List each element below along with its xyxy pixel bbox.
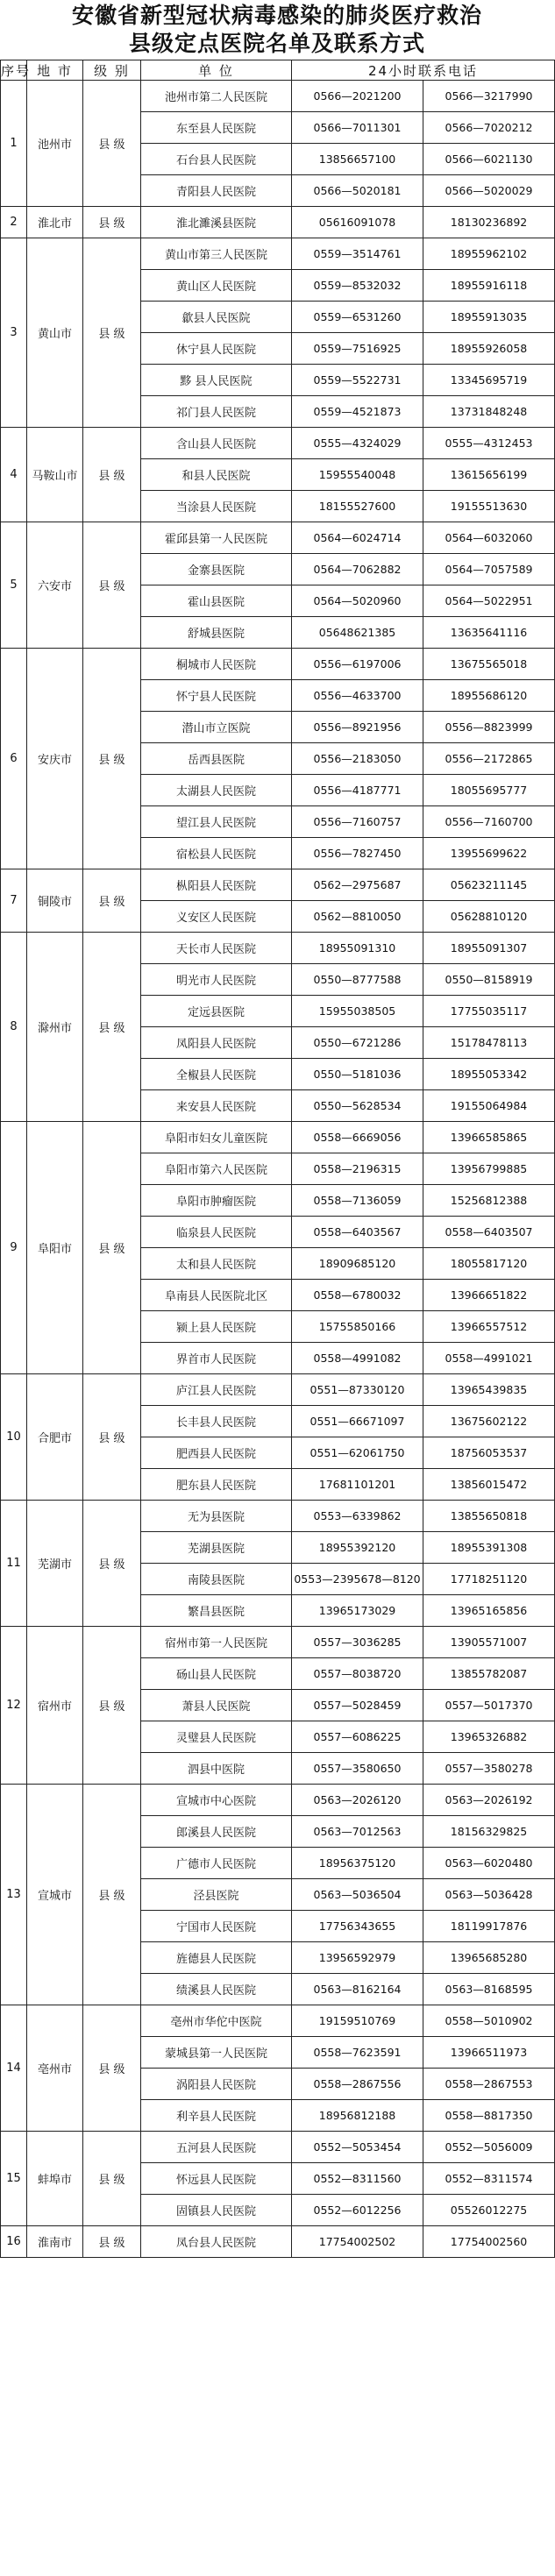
hospital-name: 颍上县人民医院 xyxy=(141,1311,292,1343)
hospital-name: 定远县医院 xyxy=(141,996,292,1027)
phone-secondary: 18156329825 xyxy=(423,1816,555,1848)
phone-secondary: 13635641116 xyxy=(423,617,555,649)
phone-secondary: 18955391308 xyxy=(423,1532,555,1564)
header-row xyxy=(1,60,555,81)
hospital-name: 宿松县人民医院 xyxy=(141,838,292,869)
phone-primary: 0564—5020960 xyxy=(292,585,423,617)
phone-primary: 0563—5036504 xyxy=(292,1879,423,1911)
group-level: 县 级 xyxy=(83,869,141,933)
phone-primary: 15955038505 xyxy=(292,996,423,1027)
hospital-name: 含山县人民医院 xyxy=(141,428,292,459)
phone-primary: 0550—6721286 xyxy=(292,1027,423,1059)
hospital-name: 义安区人民医院 xyxy=(141,901,292,933)
phone-secondary: 18055695777 xyxy=(423,775,555,806)
group-city: 宿州市 xyxy=(27,1627,83,1785)
group-level: 县 级 xyxy=(83,522,141,649)
hospital-name: 霍山县医院 xyxy=(141,585,292,617)
header-phone: 24小时联系电话 xyxy=(292,60,555,81)
phone-secondary: 13615656199 xyxy=(423,459,555,491)
table-row xyxy=(1,81,555,112)
phone-primary: 0559—3514761 xyxy=(292,238,423,270)
phone-primary: 0558—2867556 xyxy=(292,2069,423,2100)
title-line-1: 安徽省新型冠状病毒感染的肺炎医疗救治 xyxy=(71,3,482,28)
title-line-2: 县级定点医院名单及联系方式 xyxy=(128,31,425,56)
header-unit: 单 位 xyxy=(141,60,292,81)
phone-primary: 0557—8038720 xyxy=(292,1658,423,1690)
phone-secondary: 18119917876 xyxy=(423,1911,555,1942)
phone-secondary: 0552—8311574 xyxy=(423,2163,555,2195)
phone-primary: 0563—7012563 xyxy=(292,1816,423,1848)
hospital-name: 肥西县人民医院 xyxy=(141,1437,292,1469)
phone-primary: 18956375120 xyxy=(292,1848,423,1879)
group-level: 县 级 xyxy=(83,1501,141,1627)
group-city: 黄山市 xyxy=(27,238,83,428)
group-city: 蚌埠市 xyxy=(27,2132,83,2226)
phone-primary: 0553—2395678—8120 xyxy=(292,1564,423,1595)
group-level: 县 级 xyxy=(83,2132,141,2226)
phone-primary: 13856657100 xyxy=(292,144,423,175)
phone-secondary: 17754002560 xyxy=(423,2226,555,2258)
phone-primary: 0551—66671097 xyxy=(292,1406,423,1437)
phone-secondary: 0566—7020212 xyxy=(423,112,555,144)
hospital-name: 黟 县人民医院 xyxy=(141,365,292,396)
hospital-name: 怀远县人民医院 xyxy=(141,2163,292,2195)
group-city: 安庆市 xyxy=(27,649,83,869)
phone-primary: 0552—5053454 xyxy=(292,2132,423,2163)
hospital-name: 泾县医院 xyxy=(141,1879,292,1911)
hospital-name: 灵璧县人民医院 xyxy=(141,1721,292,1753)
phone-secondary: 18955926058 xyxy=(423,333,555,365)
phone-primary: 0562—8810050 xyxy=(292,901,423,933)
phone-primary: 0558—2196315 xyxy=(292,1153,423,1185)
hospital-name: 霍邱县第一人民医院 xyxy=(141,522,292,554)
hospital-name: 休宁县人民医院 xyxy=(141,333,292,365)
table-row xyxy=(1,2005,555,2037)
phone-secondary: 13966511973 xyxy=(423,2037,555,2069)
phone-primary: 18956812188 xyxy=(292,2100,423,2132)
phone-secondary: 0564—6032060 xyxy=(423,522,555,554)
phone-primary: 18155527600 xyxy=(292,491,423,522)
hospital-name: 池州市第二人民医院 xyxy=(141,81,292,112)
group-city: 六安市 xyxy=(27,522,83,649)
table-row xyxy=(1,869,555,901)
phone-secondary: 0556—7160700 xyxy=(423,806,555,838)
group-city: 阜阳市 xyxy=(27,1122,83,1374)
table-row xyxy=(1,933,555,964)
phone-secondary: 18130236892 xyxy=(423,207,555,238)
hospital-name: 宿州市第一人民医院 xyxy=(141,1627,292,1658)
group-index: 14 xyxy=(1,2005,27,2132)
phone-secondary: 0556—2172865 xyxy=(423,743,555,775)
phone-primary: 0557—3580650 xyxy=(292,1753,423,1785)
hospital-name: 南陵县医院 xyxy=(141,1564,292,1595)
group-level: 县 级 xyxy=(83,2005,141,2132)
phone-secondary: 15178478113 xyxy=(423,1027,555,1059)
hospital-name: 怀宁县人民医院 xyxy=(141,680,292,712)
group-index: 9 xyxy=(1,1122,27,1374)
phone-secondary: 13956799885 xyxy=(423,1153,555,1185)
phone-secondary: 05628810120 xyxy=(423,901,555,933)
group-index: 1 xyxy=(1,81,27,207)
phone-primary: 05616091078 xyxy=(292,207,423,238)
phone-primary: 15755850166 xyxy=(292,1311,423,1343)
phone-secondary: 18955686120 xyxy=(423,680,555,712)
table-row xyxy=(1,649,555,680)
phone-secondary: 13675602122 xyxy=(423,1406,555,1437)
phone-primary: 0551—62061750 xyxy=(292,1437,423,1469)
group-index: 15 xyxy=(1,2132,27,2226)
phone-secondary: 0566—6021130 xyxy=(423,144,555,175)
hospital-name: 舒城县医院 xyxy=(141,617,292,649)
group-city: 亳州市 xyxy=(27,2005,83,2132)
phone-secondary: 05623211145 xyxy=(423,869,555,901)
hospital-name: 无为县医院 xyxy=(141,1501,292,1532)
hospital-name: 当涂县人民医院 xyxy=(141,491,292,522)
phone-primary: 0559—7516925 xyxy=(292,333,423,365)
phone-primary: 0550—8777588 xyxy=(292,964,423,996)
hospital-name: 和县人民医院 xyxy=(141,459,292,491)
table-row xyxy=(1,238,555,270)
hospital-name: 泗县中医院 xyxy=(141,1753,292,1785)
phone-primary: 0558—6669056 xyxy=(292,1122,423,1153)
phone-primary: 0563—2026120 xyxy=(292,1785,423,1816)
hospital-name: 砀山县人民医院 xyxy=(141,1658,292,1690)
hospital-name: 长丰县人民医院 xyxy=(141,1406,292,1437)
phone-secondary: 13675565018 xyxy=(423,649,555,680)
group-level: 县 级 xyxy=(83,2226,141,2258)
phone-primary: 13956592979 xyxy=(292,1942,423,1974)
group-index: 2 xyxy=(1,207,27,238)
hospital-name: 郎溪县人民医院 xyxy=(141,1816,292,1848)
hospital-table xyxy=(0,60,555,2258)
hospital-name: 黄山区人民医院 xyxy=(141,270,292,302)
group-index: 8 xyxy=(1,933,27,1122)
hospital-name: 祁门县人民医院 xyxy=(141,396,292,428)
phone-primary: 0558—7623591 xyxy=(292,2037,423,2069)
group-level: 县 级 xyxy=(83,933,141,1122)
phone-primary: 0558—4991082 xyxy=(292,1343,423,1374)
phone-secondary: 18955913035 xyxy=(423,302,555,333)
group-city: 合肥市 xyxy=(27,1374,83,1501)
phone-primary: 0556—7827450 xyxy=(292,838,423,869)
phone-primary: 0553—6339862 xyxy=(292,1501,423,1532)
group-city: 宣城市 xyxy=(27,1785,83,2005)
phone-secondary: 13345695719 xyxy=(423,365,555,396)
phone-primary: 0564—7062882 xyxy=(292,554,423,585)
phone-primary: 0559—4521873 xyxy=(292,396,423,428)
phone-secondary: 13731848248 xyxy=(423,396,555,428)
phone-primary: 0559—6531260 xyxy=(292,302,423,333)
page-title xyxy=(0,0,554,60)
group-city: 滁州市 xyxy=(27,933,83,1122)
group-index: 7 xyxy=(1,869,27,933)
hospital-name: 天长市人民医院 xyxy=(141,933,292,964)
phone-secondary: 0564—5022951 xyxy=(423,585,555,617)
phone-primary: 18909685120 xyxy=(292,1248,423,1280)
phone-primary: 0557—5028459 xyxy=(292,1690,423,1721)
group-level: 县 级 xyxy=(83,81,141,207)
table-row xyxy=(1,1501,555,1532)
phone-secondary: 19155513630 xyxy=(423,491,555,522)
hospital-name: 凤台县人民医院 xyxy=(141,2226,292,2258)
phone-secondary: 19155064984 xyxy=(423,1090,555,1122)
phone-secondary: 0563—2026192 xyxy=(423,1785,555,1816)
phone-secondary: 13905571007 xyxy=(423,1627,555,1658)
hospital-name: 宁国市人民医院 xyxy=(141,1911,292,1942)
phone-primary: 0552—6012256 xyxy=(292,2195,423,2226)
group-city: 淮北市 xyxy=(27,207,83,238)
phone-secondary: 0558—4991021 xyxy=(423,1343,555,1374)
phone-primary: 13965173029 xyxy=(292,1595,423,1627)
hospital-name: 涡阳县人民医院 xyxy=(141,2069,292,2100)
hospital-name: 明光市人民医院 xyxy=(141,964,292,996)
hospital-name: 阜南县人民医院北区 xyxy=(141,1280,292,1311)
phone-secondary: 18955916118 xyxy=(423,270,555,302)
header-level: 级 别 xyxy=(83,60,141,81)
hospital-name: 太和县人民医院 xyxy=(141,1248,292,1280)
table-row xyxy=(1,2226,555,2258)
group-level: 县 级 xyxy=(83,1122,141,1374)
hospital-name: 来安县人民医院 xyxy=(141,1090,292,1122)
group-index: 11 xyxy=(1,1501,27,1627)
group-index: 5 xyxy=(1,522,27,649)
hospital-name: 岳西县医院 xyxy=(141,743,292,775)
phone-secondary: 0558—2867553 xyxy=(423,2069,555,2100)
phone-secondary: 13965439835 xyxy=(423,1374,555,1406)
table-row xyxy=(1,2132,555,2163)
phone-secondary: 18955962102 xyxy=(423,238,555,270)
phone-secondary: 17718251120 xyxy=(423,1564,555,1595)
phone-primary: 0563—8162164 xyxy=(292,1974,423,2005)
hospital-name: 广德市人民医院 xyxy=(141,1848,292,1879)
phone-secondary: 13965326882 xyxy=(423,1721,555,1753)
phone-primary: 0550—5628534 xyxy=(292,1090,423,1122)
hospital-name: 歙县人民医院 xyxy=(141,302,292,333)
phone-primary: 18955091310 xyxy=(292,933,423,964)
header-city: 地 市 xyxy=(27,60,83,81)
phone-primary: 17756343655 xyxy=(292,1911,423,1942)
group-index: 6 xyxy=(1,649,27,869)
group-city: 马鞍山市 xyxy=(27,428,83,522)
phone-secondary: 0566—5020029 xyxy=(423,175,555,207)
phone-secondary: 13965685280 xyxy=(423,1942,555,1974)
phone-primary: 0566—2021200 xyxy=(292,81,423,112)
phone-primary: 0558—6403567 xyxy=(292,1217,423,1248)
hospital-name: 旌德县人民医院 xyxy=(141,1942,292,1974)
phone-primary: 19159510769 xyxy=(292,2005,423,2037)
group-city: 铜陵市 xyxy=(27,869,83,933)
hospital-name: 芜湖县医院 xyxy=(141,1532,292,1564)
group-index: 16 xyxy=(1,2226,27,2258)
phone-primary: 0551—87330120 xyxy=(292,1374,423,1406)
phone-primary: 0566—7011301 xyxy=(292,112,423,144)
hospital-name: 利辛县人民医院 xyxy=(141,2100,292,2132)
phone-secondary: 18955091307 xyxy=(423,933,555,964)
group-index: 12 xyxy=(1,1627,27,1785)
phone-primary: 0558—7136059 xyxy=(292,1185,423,1217)
phone-secondary: 0558—8817350 xyxy=(423,2100,555,2132)
hospital-name: 五河县人民医院 xyxy=(141,2132,292,2163)
hospital-name: 阜阳市肿瘤医院 xyxy=(141,1185,292,1217)
phone-primary: 0552—8311560 xyxy=(292,2163,423,2195)
phone-secondary: 0566—3217990 xyxy=(423,81,555,112)
phone-secondary: 0556—8823999 xyxy=(423,712,555,743)
hospital-name: 青阳县人民医院 xyxy=(141,175,292,207)
phone-primary: 0556—4187771 xyxy=(292,775,423,806)
phone-secondary: 0550—8158919 xyxy=(423,964,555,996)
phone-primary: 17754002502 xyxy=(292,2226,423,2258)
group-index: 3 xyxy=(1,238,27,428)
group-level: 县 级 xyxy=(83,1785,141,2005)
hospital-name: 亳州市华佗中医院 xyxy=(141,2005,292,2037)
phone-primary: 0557—6086225 xyxy=(292,1721,423,1753)
phone-secondary: 18055817120 xyxy=(423,1248,555,1280)
table-row xyxy=(1,1122,555,1153)
phone-primary: 0555—4324029 xyxy=(292,428,423,459)
phone-primary: 0556—8921956 xyxy=(292,712,423,743)
phone-secondary: 0557—3580278 xyxy=(423,1753,555,1785)
table-row xyxy=(1,522,555,554)
hospital-name: 萧县人民医院 xyxy=(141,1690,292,1721)
phone-secondary: 13966585865 xyxy=(423,1122,555,1153)
phone-secondary: 0558—5010902 xyxy=(423,2005,555,2037)
table-row xyxy=(1,1627,555,1658)
phone-primary: 0556—4633700 xyxy=(292,680,423,712)
hospital-name: 肥东县人民医院 xyxy=(141,1469,292,1501)
group-index: 4 xyxy=(1,428,27,522)
hospital-name: 临泉县人民医院 xyxy=(141,1217,292,1248)
hospital-name: 黄山市第三人民医院 xyxy=(141,238,292,270)
phone-primary: 17681101201 xyxy=(292,1469,423,1501)
group-level: 县 级 xyxy=(83,1374,141,1501)
phone-secondary: 0563—6020480 xyxy=(423,1848,555,1879)
hospital-name: 阜阳市妇女儿童医院 xyxy=(141,1122,292,1153)
hospital-name: 枞阳县人民医院 xyxy=(141,869,292,901)
phone-secondary: 05526012275 xyxy=(423,2195,555,2226)
phone-primary: 0564—6024714 xyxy=(292,522,423,554)
phone-secondary: 0552—5056009 xyxy=(423,2132,555,2163)
phone-secondary: 17755035117 xyxy=(423,996,555,1027)
hospital-name: 东至县人民医院 xyxy=(141,112,292,144)
hospital-name: 望江县人民医院 xyxy=(141,806,292,838)
hospital-name: 太湖县人民医院 xyxy=(141,775,292,806)
hospital-name: 金寨县医院 xyxy=(141,554,292,585)
table-row xyxy=(1,207,555,238)
group-index: 10 xyxy=(1,1374,27,1501)
table-row xyxy=(1,428,555,459)
table-row xyxy=(1,1785,555,1816)
phone-primary: 18955392120 xyxy=(292,1532,423,1564)
hospital-name: 界首市人民医院 xyxy=(141,1343,292,1374)
phone-primary: 05648621385 xyxy=(292,617,423,649)
phone-primary: 0559—8532032 xyxy=(292,270,423,302)
phone-secondary: 13855782087 xyxy=(423,1658,555,1690)
phone-primary: 0566—5020181 xyxy=(292,175,423,207)
phone-secondary: 13965165856 xyxy=(423,1595,555,1627)
phone-secondary: 0557—5017370 xyxy=(423,1690,555,1721)
phone-secondary: 0563—8168595 xyxy=(423,1974,555,2005)
group-level: 县 级 xyxy=(83,649,141,869)
hospital-name: 桐城市人民医院 xyxy=(141,649,292,680)
group-level: 县 级 xyxy=(83,1627,141,1785)
phone-primary: 0559—5522731 xyxy=(292,365,423,396)
hospital-name: 庐江县人民医院 xyxy=(141,1374,292,1406)
table-body xyxy=(1,81,555,2258)
hospital-name: 宣城市中心医院 xyxy=(141,1785,292,1816)
phone-secondary: 13955699622 xyxy=(423,838,555,869)
hospital-name: 蒙城县第一人民医院 xyxy=(141,2037,292,2069)
phone-secondary: 0563—5036428 xyxy=(423,1879,555,1911)
group-level: 县 级 xyxy=(83,238,141,428)
phone-secondary: 13966651822 xyxy=(423,1280,555,1311)
group-city: 淮南市 xyxy=(27,2226,83,2258)
group-city: 池州市 xyxy=(27,81,83,207)
hospital-name: 绩溪县人民医院 xyxy=(141,1974,292,2005)
phone-secondary: 13856015472 xyxy=(423,1469,555,1501)
phone-secondary: 18756053537 xyxy=(423,1437,555,1469)
group-level: 县 级 xyxy=(83,207,141,238)
group-level: 县 级 xyxy=(83,428,141,522)
hospital-name: 繁昌县医院 xyxy=(141,1595,292,1627)
hospital-name: 阜阳市第六人民医院 xyxy=(141,1153,292,1185)
phone-secondary: 0564—7057589 xyxy=(423,554,555,585)
hospital-name: 固镇县人民医院 xyxy=(141,2195,292,2226)
phone-primary: 15955540048 xyxy=(292,459,423,491)
table-row xyxy=(1,1374,555,1406)
phone-primary: 0556—6197006 xyxy=(292,649,423,680)
phone-secondary: 13966557512 xyxy=(423,1311,555,1343)
phone-secondary: 0558—6403507 xyxy=(423,1217,555,1248)
phone-secondary: 18955053342 xyxy=(423,1059,555,1090)
phone-primary: 0557—3036285 xyxy=(292,1627,423,1658)
header-index: 序号 xyxy=(1,60,27,81)
phone-primary: 0550—5181036 xyxy=(292,1059,423,1090)
hospital-name: 石台县人民医院 xyxy=(141,144,292,175)
phone-secondary: 0555—4312453 xyxy=(423,428,555,459)
hospital-name: 淮北濉溪县医院 xyxy=(141,207,292,238)
phone-secondary: 13855650818 xyxy=(423,1501,555,1532)
phone-primary: 0558—6780032 xyxy=(292,1280,423,1311)
hospital-name: 凤阳县人民医院 xyxy=(141,1027,292,1059)
group-city: 芜湖市 xyxy=(27,1501,83,1627)
phone-primary: 0562—2975687 xyxy=(292,869,423,901)
phone-secondary: 15256812388 xyxy=(423,1185,555,1217)
phone-primary: 0556—7160757 xyxy=(292,806,423,838)
phone-primary: 0556—2183050 xyxy=(292,743,423,775)
group-index: 13 xyxy=(1,1785,27,2005)
hospital-name: 潜山市立医院 xyxy=(141,712,292,743)
hospital-name: 全椒县人民医院 xyxy=(141,1059,292,1090)
